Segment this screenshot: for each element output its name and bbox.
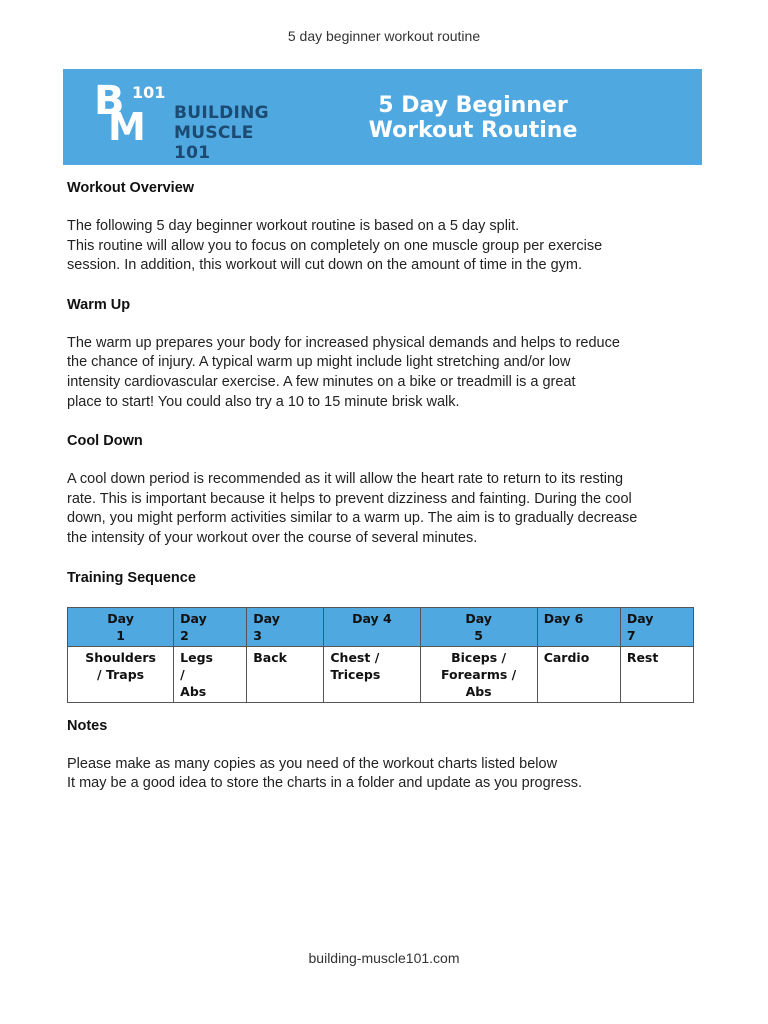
overview-line: This routine will allow you to focus on completely on one muscle group per exercise <box>67 237 603 254</box>
workout-cell: Shoulders / Traps <box>68 646 174 702</box>
workout-cell: Legs / Abs <box>174 646 247 702</box>
overview-line: The following 5 day beginner workout routine is based on a 5 day split. <box>67 218 520 234</box>
banner-title-line-2: Workout Routine <box>368 118 578 143</box>
cooldown-line: the intensity of your workout over the course of several minutes. <box>67 529 478 546</box>
day-cell: Day 6 <box>537 607 620 646</box>
logo-mark <box>94 78 170 149</box>
warmup-line: intensity cardiovascular exercise. A few minutes on a bike or treadmill is a great <box>67 373 576 390</box>
training-sequence-heading: Training Sequence <box>67 569 196 586</box>
banner-title <box>353 93 593 143</box>
warmup-line: The warm up prepares your body for increased physical demands and helps to reduce <box>67 334 620 351</box>
logo-line-1: BUILDING <box>174 103 269 123</box>
page-footer: building-muscle101.com <box>308 950 460 966</box>
logo-letter-b: B <box>94 78 125 124</box>
logo-text <box>174 103 284 163</box>
cooldown-line: down, you might perform activities similar to a warm up. The aim is to gradually decrease <box>67 510 638 527</box>
notes-heading: Notes <box>67 717 108 734</box>
warmup-heading: Warm Up <box>67 296 131 313</box>
warmup-line: the chance of injury. A typical warm up might include light stretching and/or low <box>67 354 571 371</box>
day-cell: Day 4 <box>324 607 420 646</box>
logo <box>94 78 284 163</box>
training-sequence-table <box>67 607 694 703</box>
workout-cell: Cardio <box>537 646 620 702</box>
logo-letter-m: M <box>108 105 146 149</box>
document-body <box>67 178 697 794</box>
day-cell: Day 5 <box>420 607 537 646</box>
logo-line-2: MUSCLE 101 <box>174 123 254 163</box>
logo-superscript: 101 <box>132 83 166 102</box>
workout-cell: Rest <box>620 646 693 702</box>
workout-cell: Chest / Triceps <box>324 646 420 702</box>
page-header: 5 day beginner workout routine <box>287 28 481 44</box>
notes-line: It may be a good idea to store the charts in a folder and update as you progress. <box>67 775 583 792</box>
table-header-row <box>68 607 694 646</box>
cooldown-line: A cool down period is recommended as it will allow the heart rate to return to its resting <box>67 471 624 488</box>
notes-line: Please make as many copies as you need of the workout charts listed below <box>67 755 558 772</box>
cooldown-line: rate. This is important because it helps to prevent dizziness and fainting. During the cool <box>67 490 632 507</box>
day-cell: Day 7 <box>620 607 693 646</box>
banner <box>63 69 702 165</box>
banner-title-line-1: 5 Day Beginner <box>378 93 568 118</box>
workout-cell: Back <box>247 646 324 702</box>
day-cell: Day 3 <box>247 607 324 646</box>
workout-cell: Biceps / Forearms / Abs <box>420 646 537 702</box>
table-row <box>68 646 694 702</box>
warmup-line: place to start! You could also try a 10 to 15 minute brisk walk. <box>67 393 460 410</box>
overview-line: session. In addition, this workout will cut down on the amount of time in the gym. <box>67 257 583 274</box>
overview-heading: Workout Overview <box>67 180 195 196</box>
day-cell: Day 1 <box>68 607 174 646</box>
day-cell: Day 2 <box>174 607 247 646</box>
cooldown-heading: Cool Down <box>67 433 143 450</box>
